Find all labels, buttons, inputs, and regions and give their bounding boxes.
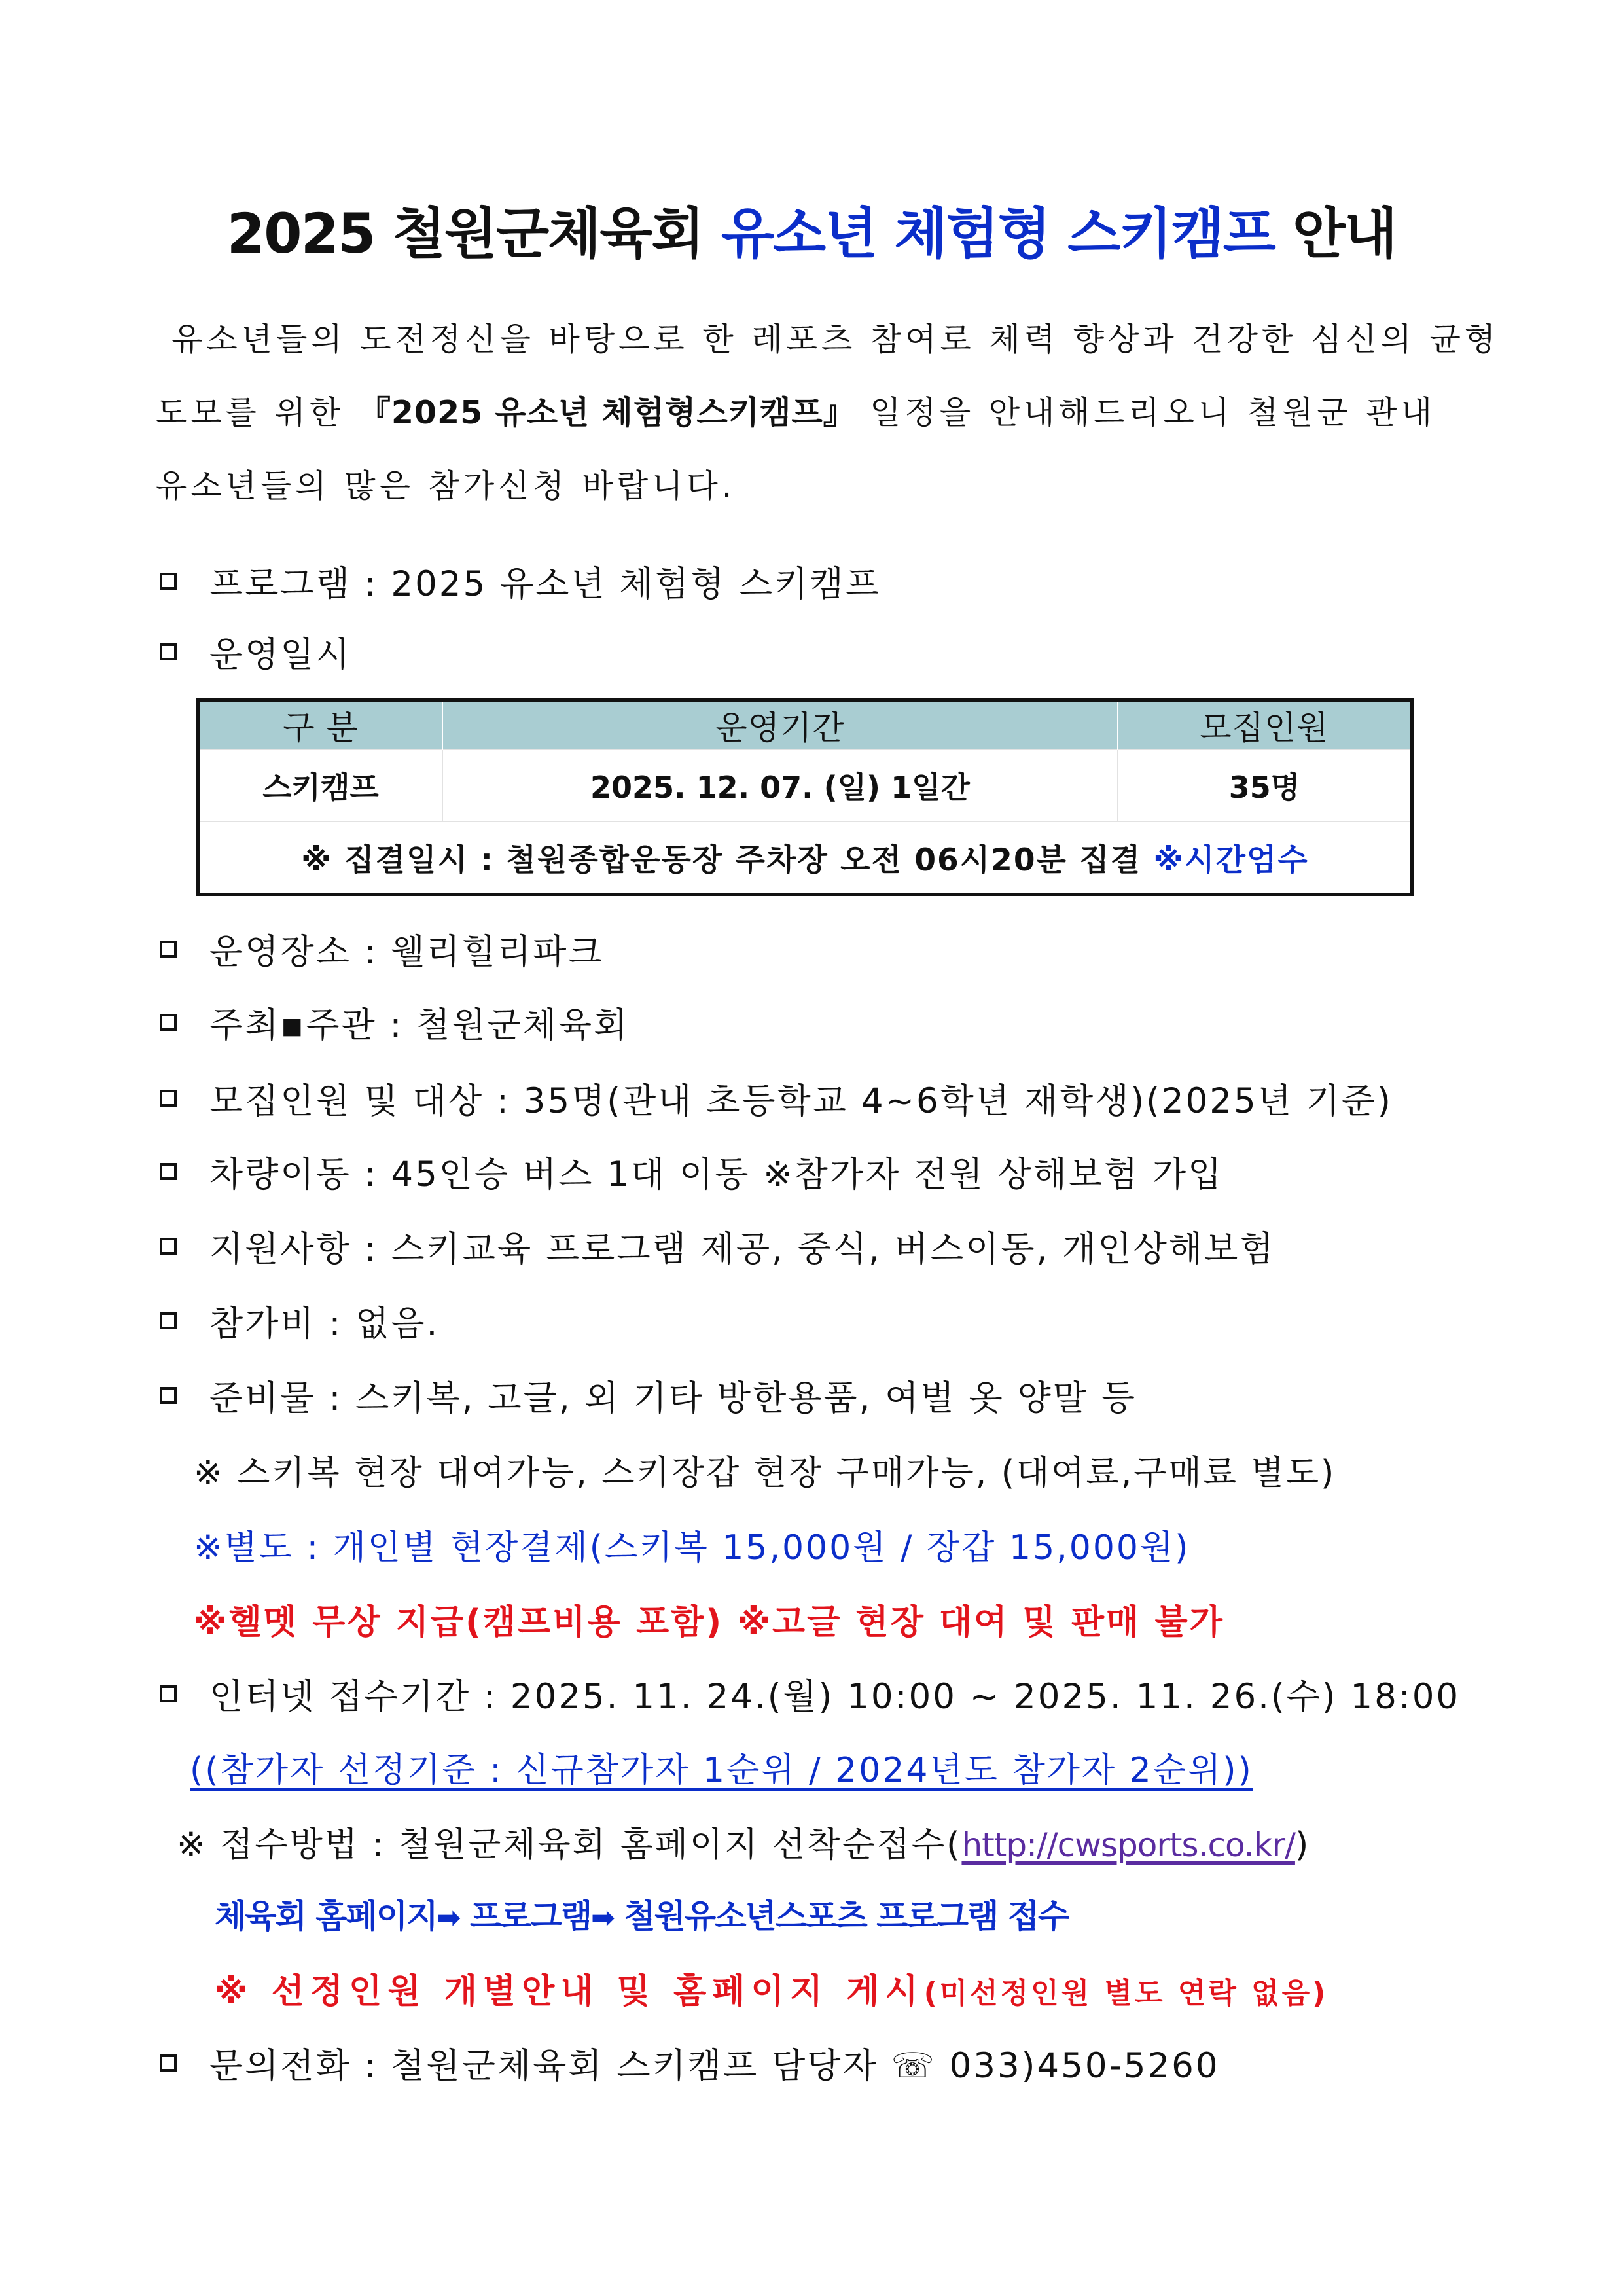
arrow-right-icon: ➡ bbox=[437, 1901, 460, 1935]
title-prefix: 2025 철원군체육회 bbox=[226, 202, 721, 266]
punctuality-note: ※시간엄수 bbox=[1153, 842, 1309, 878]
supplies-text: 준비물 : 스키복, 고글, 외 기타 방한용품, 여벌 옷 양말 등 bbox=[209, 1378, 1137, 1418]
intro-line-2 bbox=[156, 387, 1436, 433]
transport-text: 차량이동 : 45인승 버스 1대 이동 ※참가자 전원 상해보험 가입 bbox=[209, 1155, 1224, 1194]
registration-period-item bbox=[160, 1669, 1460, 1719]
checkbox-icon bbox=[160, 573, 177, 590]
intro-line-2-pre: 도모를 위한 bbox=[156, 394, 359, 431]
helmet-note: ※헬멧 무상 지급(캠프비용 포함) ※고글 현장 대여 및 판매 불가 bbox=[194, 1603, 1224, 1642]
arrow-right-icon: ➡ bbox=[591, 1901, 614, 1935]
schedule-heading-text: 운영일시 bbox=[209, 635, 351, 675]
support-item bbox=[160, 1221, 1275, 1271]
registration-path bbox=[215, 1890, 1068, 1937]
path-step-homepage: 체육회 홈페이지 bbox=[215, 1897, 437, 1935]
intro-program-name: 『2025 유소년 체험형스키캠프』 bbox=[358, 394, 856, 431]
contact-text: 문의전화 : 철원군체육회 스키캠프 담당자 ☏ 033)450-5260 bbox=[209, 2046, 1220, 2086]
venue-text: 운영장소 : 웰리힐리파크 bbox=[209, 932, 604, 972]
table-cell-capacity: 35명 bbox=[1118, 749, 1412, 821]
fee-text: 참가비 : 없음. bbox=[209, 1304, 440, 1344]
table-note-row bbox=[198, 821, 1412, 895]
registration-method-text: ※ 접수방법 : 철원군체육회 홈페이지 선착순접수( bbox=[177, 1825, 962, 1865]
table-note-cell bbox=[198, 821, 1412, 895]
page-title bbox=[0, 190, 1623, 269]
homepage-link[interactable]: http://cwsports.co.kr/ bbox=[961, 1826, 1295, 1864]
checkbox-icon bbox=[160, 1090, 177, 1107]
selection-criteria: ((참가자 선정기준 : 신규참가자 1순위 / 2024년도 참가자 2순위)) bbox=[190, 1751, 1253, 1790]
selection-notice-detail: (미선정인원 별도 연락 없음) bbox=[923, 1977, 1329, 2010]
intro-line-3: 유소년들의 많은 참가신청 바랍니다. bbox=[156, 467, 736, 505]
schedule-table bbox=[196, 698, 1414, 896]
selection-notice bbox=[215, 1964, 1328, 2013]
gathering-note: ※ 집결일시 : 철원종합운동장 주차장 오전 06시20분 집결 bbox=[301, 842, 1154, 878]
title-suffix: 안내 bbox=[1274, 202, 1397, 266]
checkbox-icon bbox=[160, 643, 177, 660]
path-step-program: 프로그램 bbox=[469, 1897, 592, 1935]
program-text: 프로그램 : 2025 유소년 체험형 스키캠프 bbox=[209, 564, 881, 604]
table-header-row bbox=[198, 700, 1412, 750]
venue-item bbox=[160, 924, 604, 974]
registration-method bbox=[177, 1817, 1310, 1866]
checkbox-icon bbox=[160, 1163, 177, 1180]
table-cell-category: 스키캠프 bbox=[198, 749, 443, 821]
schedule-heading-item bbox=[160, 627, 351, 677]
table-header-capacity: 모집인원 bbox=[1118, 700, 1412, 750]
path-step-apply: 철원유소년스포츠 프로그램 접수 bbox=[624, 1897, 1069, 1935]
rental-note: ※ 스키복 현장 대여가능, 스키장갑 현장 구매가능, (대여료,구매료 별도) bbox=[194, 1454, 1336, 1493]
support-text: 지원사항 : 스키교육 프로그램 제공, 중식, 버스이동, 개인상해보험 bbox=[209, 1229, 1275, 1269]
recruit-text: 모집인원 및 대상 : 35명(관내 초등학교 4~6학년 재학생)(2025년 기준) bbox=[209, 1081, 1393, 1121]
table-header-period: 운영기간 bbox=[442, 700, 1118, 750]
checkbox-icon bbox=[160, 1238, 177, 1255]
fee-item bbox=[160, 1296, 439, 1346]
title-highlight: 유소년 체험형 스키캠프 bbox=[721, 202, 1275, 266]
table-row bbox=[198, 749, 1412, 821]
registration-period-text: 인터넷 접수기간 : 2025. 11. 24.(월) 10:00 ~ 2025. 11. 26.(수) 18:00 bbox=[209, 1677, 1461, 1717]
checkbox-icon bbox=[160, 941, 177, 958]
separate-payment-note: ※별도 : 개인별 현장결제(스키복 15,000원 / 장갑 15,000원) bbox=[194, 1528, 1190, 1568]
supplies-item bbox=[160, 1371, 1137, 1420]
transport-item bbox=[160, 1147, 1223, 1196]
program-item bbox=[160, 556, 881, 606]
table-header-category: 구 분 bbox=[198, 700, 443, 750]
table-cell-period: 2025. 12. 07. (일) 1일간 bbox=[442, 749, 1118, 821]
registration-method-close: ) bbox=[1294, 1825, 1311, 1865]
checkbox-icon bbox=[160, 1014, 177, 1031]
checkbox-icon bbox=[160, 1685, 177, 1702]
checkbox-icon bbox=[160, 1312, 177, 1329]
selection-notice-main: ※ 선정인원 개별안내 및 홈페이지 게시 bbox=[215, 1972, 924, 2011]
intro-line-2-post: 일정을 안내해드리오니 철원군 관내 bbox=[855, 394, 1436, 431]
host-item bbox=[160, 997, 629, 1047]
intro-line-1: 유소년들의 도전정신을 바탕으로 한 레포츠 참여로 체력 향상과 건강한 심신의 균형 bbox=[171, 321, 1500, 358]
contact-item bbox=[160, 2038, 1220, 2088]
checkbox-icon bbox=[160, 1387, 177, 1404]
recruit-item bbox=[160, 1073, 1393, 1123]
host-text: 주최▪주관 : 철원군체육회 bbox=[209, 1005, 630, 1045]
checkbox-icon bbox=[160, 2054, 177, 2072]
